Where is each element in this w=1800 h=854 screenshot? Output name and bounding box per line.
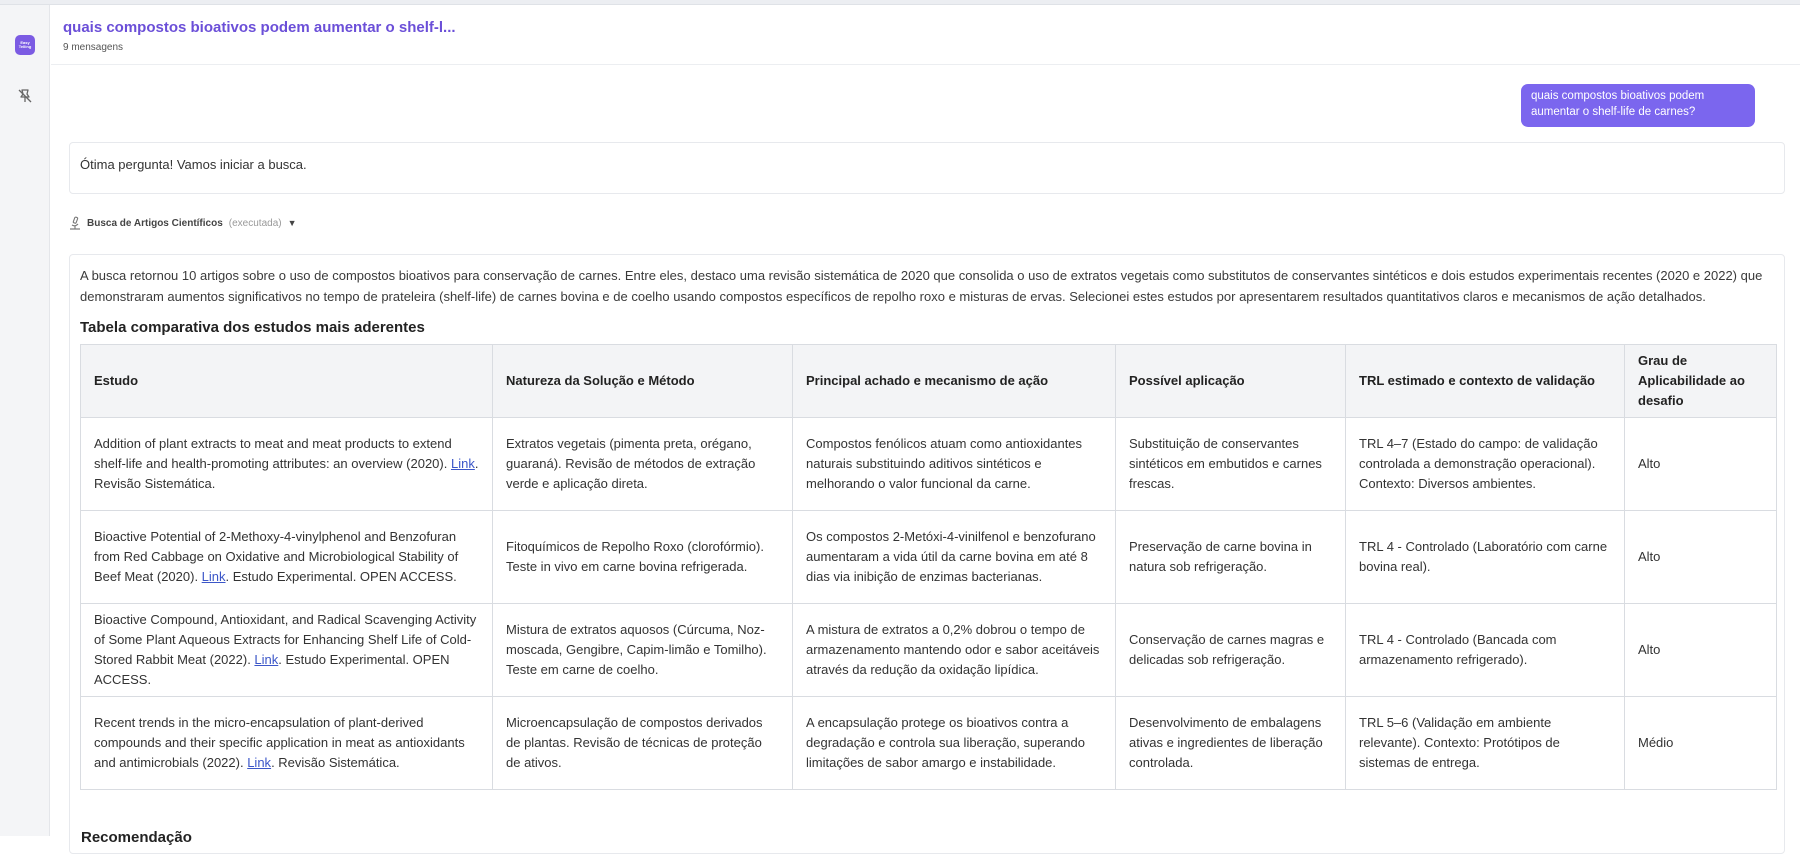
app-logo[interactable] [15, 35, 35, 55]
study-cell [81, 511, 493, 604]
table-row [81, 697, 1777, 790]
table-header-cell: Possível aplicação [1116, 345, 1346, 418]
application-cell: Substituição de conservantes sintéticos em embutidos e carnes frescas. [1116, 418, 1346, 511]
study-title: Addition of plant extracts to meat and meat products to extend shelf-life and health-promoting attributes: an overview (2020). [94, 436, 452, 471]
table-header-cell: TRL estimado e contexto de validação [1346, 345, 1625, 418]
table-header-cell: Natureza da Solução e Método [493, 345, 793, 418]
study-type: . Estudo Experimental. OPEN ACCESS. [94, 652, 450, 687]
table-header-row [81, 345, 1777, 418]
finding-cell: A mistura de extratos a 0,2% dobrou o tempo de armazenamento mantendo odor e sabor aceitáveis através da redução da oxidação lipídica. [793, 604, 1116, 697]
user-message-bubble: quais compostos bioativos podem aumentar o shelf-life de carnes? [1521, 84, 1755, 127]
application-cell: Conservação de carnes magras e delicadas sob refrigeração. [1116, 604, 1346, 697]
study-type: . Estudo Experimental. OPEN ACCESS. [225, 569, 457, 584]
finding-cell: A encapsulação protege os bioativos contra a degradação e controla sua liberação, superando limitações de sabor amargo e instabilidade. [793, 697, 1116, 790]
table-title: Tabela comparativa dos estudos mais aderentes [80, 319, 425, 336]
study-type: . Revisão Sistemática. [271, 755, 400, 770]
left-rail [0, 5, 50, 836]
table-header-cell: Principal achado e mecanismo de ação [793, 345, 1116, 418]
tool-call-toggle[interactable] [69, 215, 297, 231]
nature-cell: Fitoquímicos de Repolho Roxo (clorofórmio). Teste in vivo em carne bovina refrigerada. [493, 511, 793, 604]
trl-cell: TRL 5–6 (Validação em ambiente relevante). Contexto: Protótipos de sistemas de entrega. [1346, 697, 1625, 790]
study-cell [81, 697, 493, 790]
table-row [81, 511, 1777, 604]
study-title: Bioactive Compound, Antioxidant, and Radical Scavenging Activity of Some Plant Aqueous Extracts for Enhancing Shelf Life of Cold-Stored Rabbit Meat (2022). [94, 612, 477, 667]
grade-cell: Alto [1625, 604, 1777, 697]
tool-name: Busca de Artigos Científicos [87, 217, 223, 229]
conversation-title[interactable]: quais compostos bioativos podem aumentar o shelf-l... [63, 19, 456, 36]
unpin-icon[interactable] [16, 87, 34, 105]
finding-cell: Os compostos 2-Metóxi-4-vinilfenol e benzofurano aumentaram a vida útil da carne bovina em até 8 dias via inibição de enzimas bacterianas. [793, 511, 1116, 604]
study-title: Recent trends in the micro-encapsulation of plant-derived compounds and their specific application in meat as antioxidants and antimicrobials (2022). [94, 715, 465, 770]
table-header-cell: Estudo [81, 345, 493, 418]
trl-cell: TRL 4 - Controlado (Laboratório com carne bovina real). [1346, 511, 1625, 604]
nature-cell: Microencapsulação de compostos derivados de plantas. Revisão de técnicas de proteção de ativos. [493, 697, 793, 790]
study-title: Bioactive Potential of 2-Methoxy-4-vinylphenol and Benzofuran from Red Cabbage on Oxidative and Microbiological Stability of Beef Meat (2020). [94, 529, 459, 584]
trl-cell: TRL 4 - Controlado (Bancada com armazenamento refrigerado). [1346, 604, 1625, 697]
study-link[interactable]: Link [201, 569, 226, 584]
caret-down-icon[interactable]: ▼ [287, 218, 297, 228]
answer-paragraph: A busca retornou 10 artigos sobre o uso de compostos bioativos para conservação de carnes. Entre eles, destaco uma revisão sistemática de 2020 que consolida o uso de extratos vegetais como substitutos de conservantes sintéticos e dois estudos experimentais recentes (2020 e 2022) que demonstraram aumentos significativos no tempo de prateleira (shelf-life) de carnes bovina e de coelho usando compostos específicos de repolho roxo e misturas de ervas. Selecionei estes estudos por apresentarem resultados quantitativos claros e mecanismos de ação detalhados. [80, 268, 1763, 304]
nature-cell: Extratos vegetais (pimenta preta, orégano, guaraná). Revisão de métodos de extração verde e aplicação direta. [493, 418, 793, 511]
message-count: 9 mensagens [63, 42, 124, 53]
grade-cell: Alto [1625, 418, 1777, 511]
app-logo-text: Easy Telling [18, 40, 32, 49]
trl-cell: TRL 4–7 (Estado do campo: de validação controlada a demonstração operacional). Contexto: Diversos ambientes. [1346, 418, 1625, 511]
conversation-header [51, 5, 1800, 65]
study-cell [81, 604, 493, 697]
assistant-message: Ótima pergunta! Vamos iniciar a busca. [69, 142, 1785, 194]
table-header-cell: Grau de Aplicabilidade ao desafio [1625, 345, 1777, 418]
grade-cell: Alto [1625, 511, 1777, 604]
next-section-heading: Recomendação [81, 829, 192, 846]
assistant-answer [69, 254, 1785, 854]
study-link[interactable]: Link [450, 456, 475, 471]
comparison-table [80, 344, 1777, 790]
study-link[interactable]: Link [247, 755, 272, 770]
study-link[interactable]: Link [254, 652, 279, 667]
tool-status: (executada) [228, 217, 282, 229]
nature-cell: Mistura de extratos aquosos (Cúrcuma, Noz-moscada, Gengibre, Capim-limão e Tomilho). Teste em carne de coelho. [493, 604, 793, 697]
table-row [81, 418, 1777, 511]
finding-cell: Compostos fenólicos atuam como antioxidantes naturais substituindo aditivos sintéticos e melhorando o valor funcional da carne. [793, 418, 1116, 511]
chat-main [51, 5, 1800, 846]
study-cell [81, 418, 493, 511]
application-cell: Preservação de carne bovina in natura sob refrigeração. [1116, 511, 1346, 604]
table-row [81, 604, 1777, 697]
microscope-icon [69, 216, 81, 230]
study-type: . Revisão Sistemática. [94, 456, 479, 491]
grade-cell: Médio [1625, 697, 1777, 790]
application-cell: Desenvolvimento de embalagens ativas e ingredientes de liberação controlada. [1116, 697, 1346, 790]
